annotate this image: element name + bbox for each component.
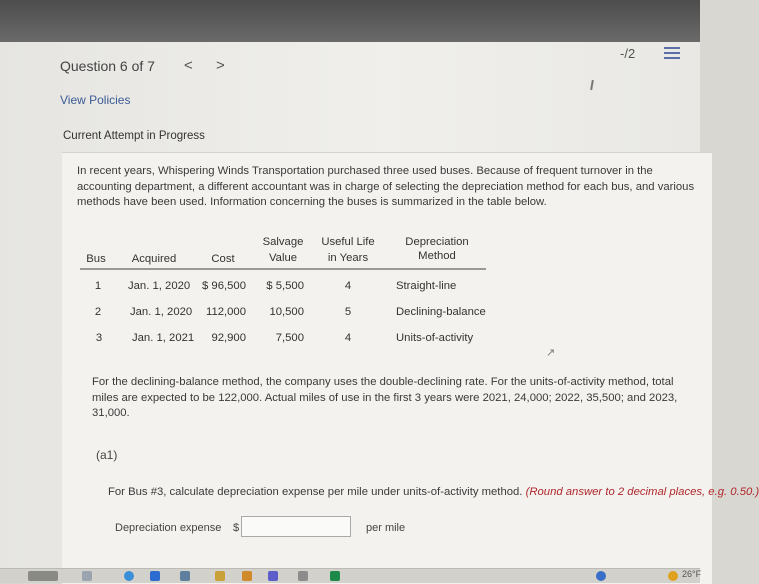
- row2-cost: 112,000: [206, 306, 246, 318]
- row1-acquired: Jan. 1, 2020: [128, 280, 191, 292]
- desktop-preview-icon[interactable]: [28, 571, 58, 581]
- row2-bus: 2: [94, 306, 102, 318]
- browser-top-bar: [0, 0, 700, 42]
- part-instruction: [108, 486, 759, 498]
- prev-question-button[interactable]: <: [184, 57, 193, 74]
- header-method-2: Method: [418, 250, 456, 262]
- network-icon[interactable]: [596, 571, 606, 581]
- temperature-readout: 26°F: [682, 569, 702, 579]
- row1-salvage: $ 5,500: [266, 280, 304, 292]
- instruction-text: For Bus #3, calculate depreciation expense per mile under units-of-activity method.: [108, 486, 523, 498]
- row2-life: 5: [344, 306, 352, 318]
- row2-method: Declining-balance: [396, 306, 486, 318]
- browser-icon[interactable]: [124, 571, 134, 581]
- row1-bus: 1: [94, 280, 102, 292]
- store-icon[interactable]: [150, 571, 160, 581]
- unit-label: per mile: [366, 522, 406, 534]
- depreciation-expense-input[interactable]: [241, 516, 351, 537]
- row3-cost: 92,900: [211, 332, 246, 344]
- list-icon[interactable]: [664, 47, 680, 61]
- part-label: (a1): [96, 448, 118, 462]
- header-salvage-2: Value: [268, 252, 298, 264]
- teams-icon[interactable]: [268, 571, 278, 581]
- problem-intro: In recent years, Whispering Winds Transportation purchased three used buses. Because of frequent turnover in the accounting department, a different accountant was in charge of selecting the depreciation method for each bus, and various methods have been used. Information concerning the buses is summarized in the table below.: [77, 165, 695, 208]
- header-cost: Cost: [211, 253, 235, 265]
- row3-bus: 3: [95, 332, 103, 344]
- row3-acquired: Jan. 1, 2021: [132, 332, 195, 344]
- depreciation-expense-label: Depreciation expense: [115, 522, 222, 534]
- header-method-1: Depreciation: [405, 236, 469, 248]
- question-score: -/2: [620, 46, 636, 61]
- row1-method: Straight-line: [396, 280, 457, 292]
- mouse-pointer-icon: ↗: [546, 347, 556, 359]
- header-life-2: in Years: [327, 252, 369, 264]
- attempt-status: Current Attempt in Progress: [63, 130, 205, 142]
- row2-salvage: 10,500: [269, 306, 304, 318]
- question-number: Question 6 of 7: [60, 58, 155, 74]
- header-bus: Bus: [86, 253, 106, 265]
- files-icon[interactable]: [242, 571, 252, 581]
- row3-salvage: 7,500: [275, 332, 304, 344]
- problem-note: For the declining-balance method, the company uses the double-declining rate. For the units-of-activity method, total miles are expected to be 122,000. Actual miles of use in the first 3 years were 2021, 24,000; 2022, 35,500; and 2023, 31,000.: [92, 376, 678, 419]
- taskbar: [0, 568, 700, 583]
- row1-life: 4: [344, 280, 352, 292]
- calculator-icon[interactable]: [298, 571, 308, 581]
- row1-cost: $ 96,500: [202, 280, 246, 292]
- row3-life: 4: [344, 332, 352, 344]
- next-question-button[interactable]: >: [216, 57, 225, 74]
- header-salvage-1: Salvage: [262, 236, 304, 248]
- row3-method: Units-of-activity: [396, 332, 474, 344]
- currency-symbol: $: [233, 522, 240, 534]
- header-acquired: Acquired: [131, 253, 177, 265]
- weather-icon[interactable]: [668, 571, 678, 581]
- question-card: [62, 152, 712, 584]
- header-life-1: Useful Life: [321, 236, 375, 248]
- folder-icon[interactable]: [215, 571, 225, 581]
- view-policies-link[interactable]: View Policies: [60, 93, 131, 107]
- rounding-note: (Round answer to 2 decimal places, e.g. 0.50.): [525, 486, 759, 498]
- excel-icon[interactable]: [330, 571, 340, 581]
- app-icon[interactable]: [82, 571, 92, 581]
- row2-acquired: Jan. 1, 2020: [130, 306, 193, 318]
- table-header-rule: [80, 268, 486, 270]
- calendar-icon[interactable]: [180, 571, 190, 581]
